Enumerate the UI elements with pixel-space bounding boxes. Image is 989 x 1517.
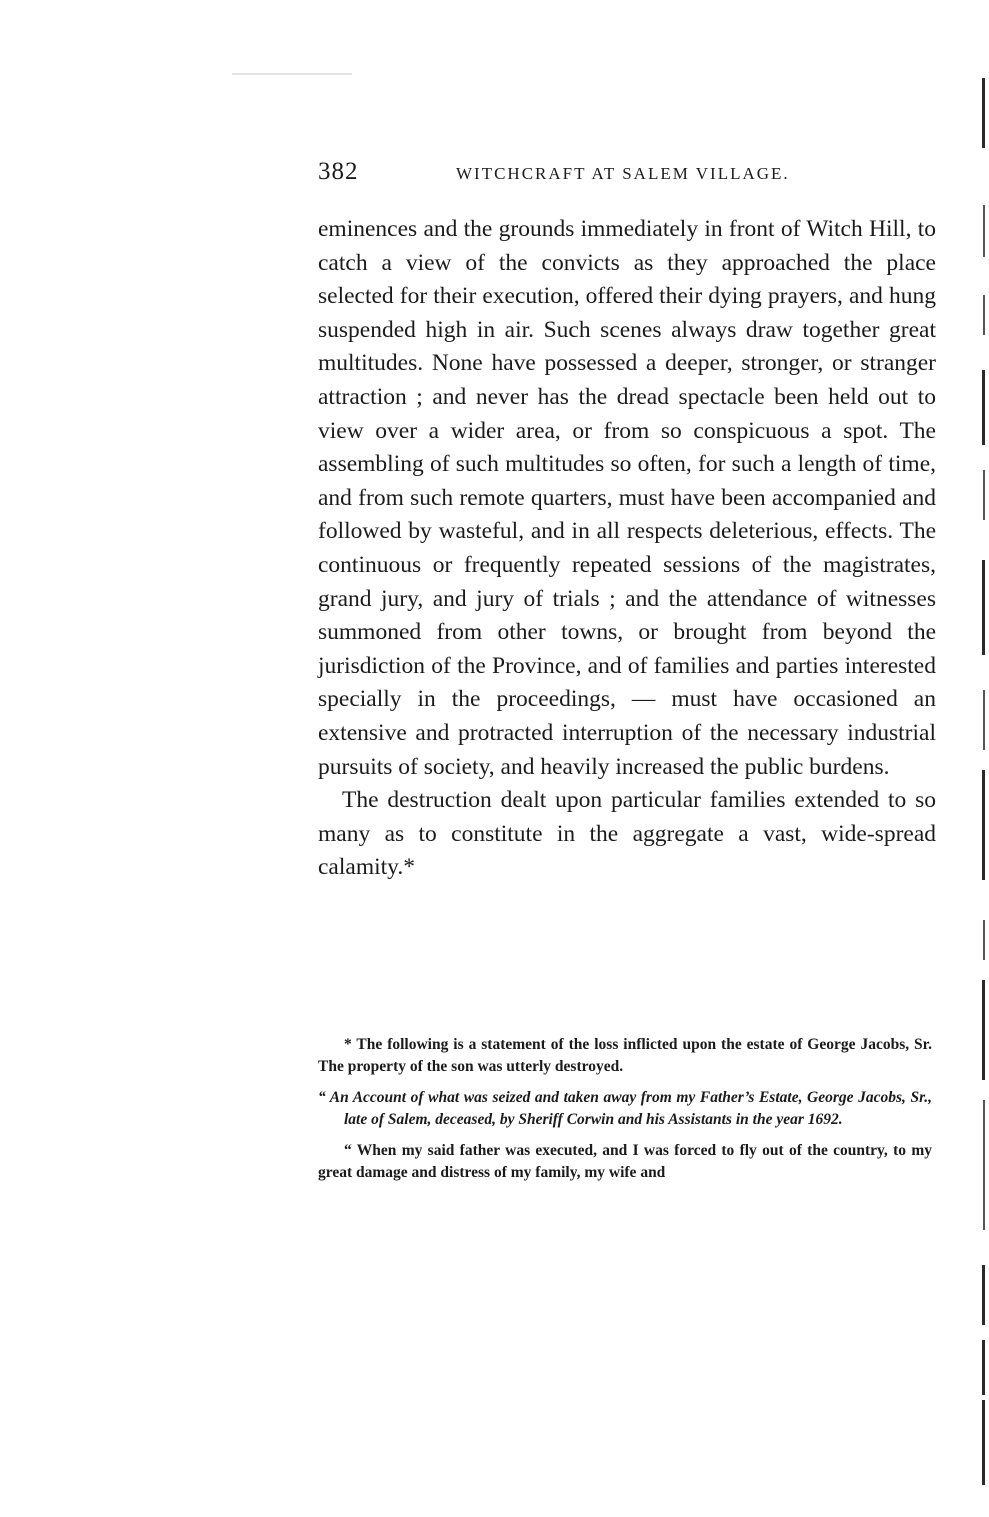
page-edge-mark xyxy=(982,770,985,880)
page-header xyxy=(318,158,938,192)
page-edge-mark xyxy=(982,78,985,148)
page-edge-mark xyxy=(983,1100,985,1230)
body-paragraph: eminences and the grounds immediately in front of Witch Hill, to catch a view of the convicts as they approached the place selected for their execution, offered their dying prayers, and hung suspended high in air. Such scenes always draw together great multitudes. None have possessed a deeper, stronger, or stranger attraction ; and never has the dread spectacle been held out to view over a wider area, or from so conspicuous a spot. The assembling of such multitudes so often, for such a length of time, and from such remote quarters, must have been accompanied and followed by wasteful, and in all respects deleterious, effects. The continuous or frequently repeated sessions of the magistrates, grand jury, and jury of trials ; and the attendance of witnesses summoned from other towns, or brought from beyond the jurisdiction of the Province, and of families and parties interested specially in the proceedings, — must have occasioned an extensive and protracted interruption of the necessary industrial pursuits of society, and heavily increased the public burdens. xyxy=(318,216,936,780)
page-edge-mark xyxy=(982,1400,985,1485)
running-title: WITCHCRAFT AT SALEM VILLAGE. xyxy=(456,164,790,183)
page-edge-mark xyxy=(982,1340,985,1395)
page-edge-mark xyxy=(982,980,985,1080)
footnotes xyxy=(318,1034,932,1193)
page-edge-mark xyxy=(983,470,985,520)
page-edge-mark xyxy=(982,560,985,655)
page-edge-mark xyxy=(983,690,985,750)
footnote: * The following is a statement of the loss inflicted upon the estate of George Jacobs, Sr. The property of the son was utterly destroyed. xyxy=(318,1036,932,1075)
page-edge-mark xyxy=(983,920,985,960)
page-edge-mark xyxy=(982,1265,985,1325)
footnote-quote: “ When my said father was executed, and I was forced to fly out of the country, to my great damage and distress of my family, my wife and xyxy=(318,1142,932,1181)
page-edge-mark xyxy=(983,295,985,335)
body-paragraph: The destruction dealt upon particular families extended to so many as to constitute in the aggregate a vast, wide-spread calamity.* xyxy=(318,787,936,881)
scan-smudge xyxy=(232,73,352,75)
page-number: 382 xyxy=(318,158,359,185)
footnote-quote-heading: “ An Account of what was seized and taken away from my Father’s Estate, George Jacobs, Sr., late of Salem, deceased, by Sheriff Corwin and his Assistants in the year 1692. xyxy=(318,1089,932,1128)
page-edge-mark xyxy=(982,370,985,445)
page-edge-mark xyxy=(983,205,985,257)
main-text xyxy=(318,213,936,885)
